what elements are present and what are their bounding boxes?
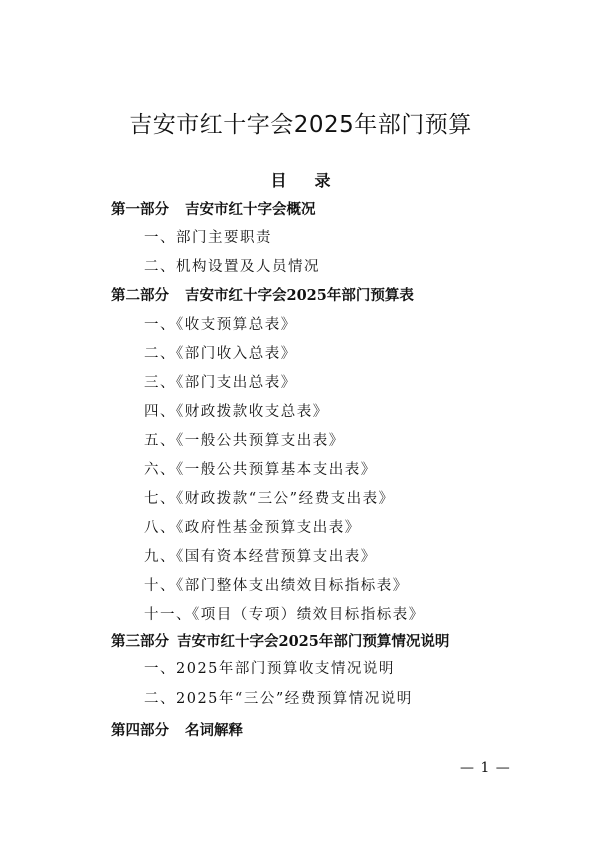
page-number: — 1 —: [460, 760, 511, 776]
toc-item: 四、《财政拨款收支总表》: [144, 404, 329, 420]
toc-item: 三、《部门支出总表》: [144, 375, 297, 391]
toc-item: 一、2025年部门预算收支情况说明: [144, 661, 395, 677]
document-title: 吉安市红十字会2025年部门预算: [129, 112, 472, 138]
toc-item: 二、《部门收入总表》: [144, 346, 297, 362]
toc-part-4-title: 名词解释: [185, 722, 243, 739]
toc-part-2-title: 吉安市红十字会2025年部门预算表: [185, 287, 414, 304]
toc-item: 十一、《项目（专项）绩效目标指标表》: [144, 607, 425, 623]
toc-heading: 目录: [270, 171, 359, 190]
toc-item: 九、《国有资本经营预算支出表》: [144, 549, 377, 565]
toc-item: 二、2025年“三公”经费预算情况说明: [144, 691, 413, 707]
toc-item: 六、《一般公共预算基本支出表》: [144, 462, 377, 478]
toc-part-3: [111, 632, 449, 652]
toc-part-1-label: 第一部分: [111, 201, 169, 218]
toc-item: 十、《部门整体支出绩效目标指标表》: [144, 578, 409, 594]
toc-item: 二、机构设置及人员情况: [144, 259, 320, 275]
toc-item: 七、《财政拨款“三公”经费支出表》: [144, 491, 395, 507]
toc-part-4-label: 第四部分: [111, 722, 169, 739]
toc-part-1-title: 吉安市红十字会概况: [185, 201, 316, 218]
toc-part-3-label: 第三部分: [111, 633, 169, 650]
toc-part-4: [111, 721, 243, 741]
toc-part-3-title: 吉安市红十字会2025年部门预算情况说明: [177, 633, 450, 650]
toc-part-2: [111, 286, 414, 306]
toc-part-2-label: 第二部分: [111, 287, 169, 304]
toc-part-1: [111, 200, 316, 220]
toc-item: 一、部门主要职责: [144, 230, 272, 246]
toc-item: 五、《一般公共预算支出表》: [144, 433, 345, 449]
toc-item: 一、《收支预算总表》: [144, 317, 297, 333]
toc-item: 八、《政府性基金预算支出表》: [144, 520, 361, 536]
